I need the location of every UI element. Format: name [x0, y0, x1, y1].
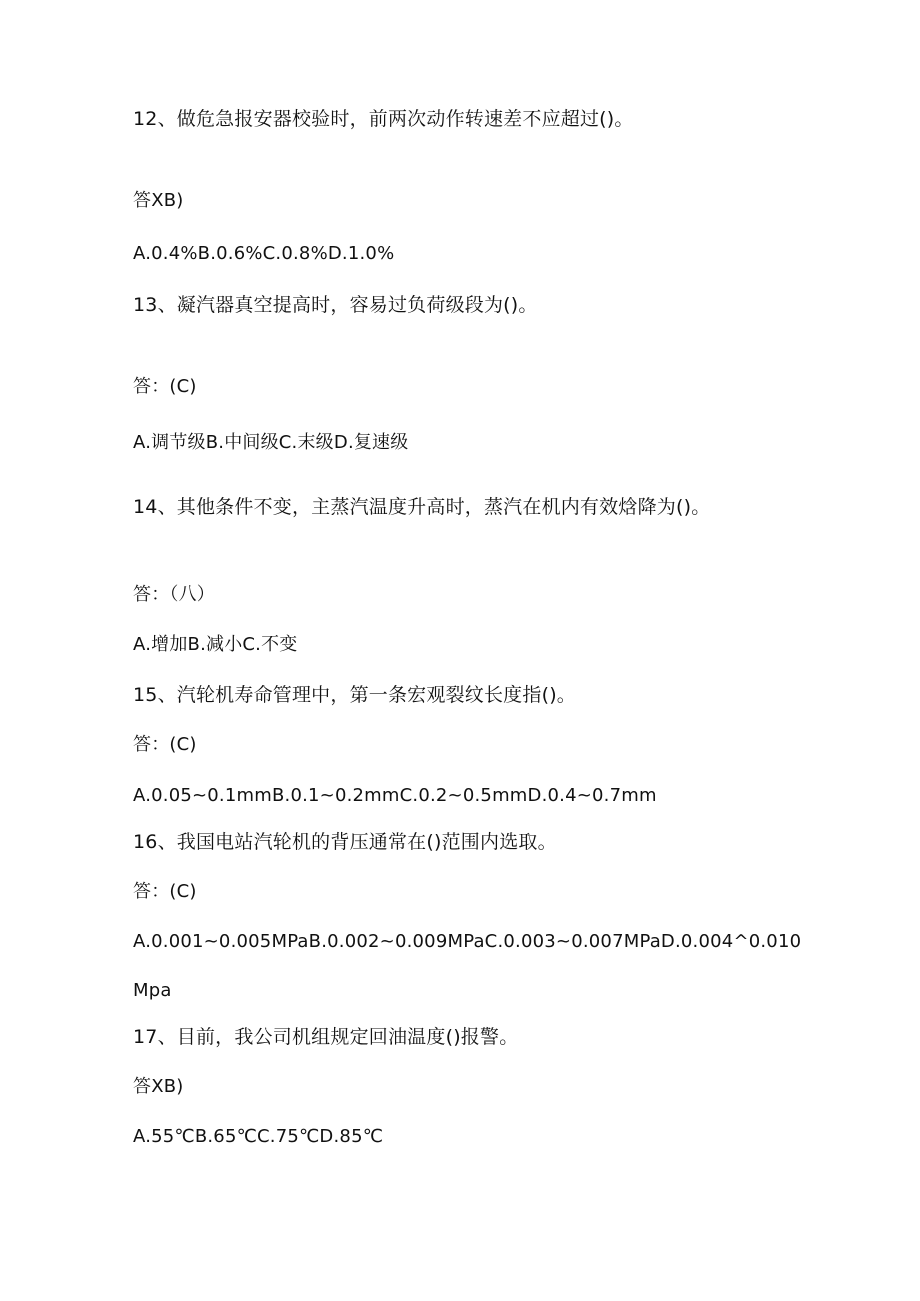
answer-16: 答：(C) [133, 881, 197, 902]
answer-13: 答：(C) [133, 376, 197, 397]
question-12: 12、做危急报安器校验时，前两次动作转速差不应超过()。 [133, 108, 634, 130]
options-17: A.55℃B.65℃C.75℃D.85℃ [133, 1126, 384, 1147]
options-16-continued: Mpa [133, 980, 172, 1001]
options-15: A.0.05~0.1mmB.0.1~0.2mmC.0.2~0.5mmD.0.4~0.7mm [133, 785, 657, 806]
options-16: A.0.001~0.005MPaB.0.002~0.009MPaC.0.003~0.007MPaD.0.004^0.010 [133, 931, 802, 952]
question-14: 14、其他条件不变，主蒸汽温度升高时，蒸汽在机内有效焓降为()。 [133, 496, 711, 518]
question-13: 13、凝汽器真空提高时，容易过负荷级段为()。 [133, 294, 538, 316]
answer-12: 答XB) [133, 190, 184, 211]
options-14: A.增加B.减小C.不变 [133, 634, 298, 655]
answer-14: 答：（八） [133, 584, 215, 605]
answer-17: 答XB) [133, 1076, 184, 1097]
question-17: 17、目前，我公司机组规定回油温度()报警。 [133, 1026, 519, 1048]
answer-15: 答：(C) [133, 734, 197, 755]
question-15: 15、汽轮机寿命管理中，第一条宏观裂纹长度指()。 [133, 684, 577, 706]
options-13: A.调节级B.中间级C.末级D.复速级 [133, 432, 409, 453]
question-16: 16、我国电站汽轮机的背压通常在()范围内选取。 [133, 831, 557, 853]
options-12: A.0.4%B.0.6%C.0.8%D.1.0% [133, 243, 395, 264]
